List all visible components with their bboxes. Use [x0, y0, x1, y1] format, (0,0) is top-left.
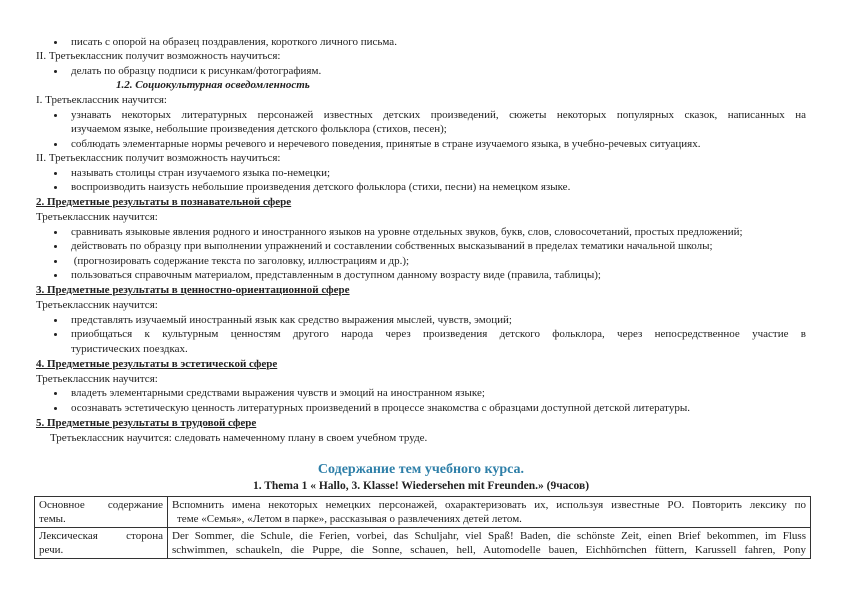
paragraph: Третьеклассник научится: [36, 299, 158, 311]
section-heading: 2. Предметные результаты в познавательной сфере [36, 196, 292, 208]
list-item-text: действовать по образцу при выполнении упражнений и составлении собственных высказываний в пределах тематики начальной школы; [71, 240, 713, 252]
list-item-text: осознавать эстетическую ценность литературных произведений в процессе знакомства с образцами доступной детской литературы. [71, 402, 690, 414]
label-line: речи. [39, 544, 64, 556]
paragraph: II. Третьеклассник получит возможность научиться: [36, 50, 281, 62]
cell-line: теме «Семья», «Летом в парке», рассказывая о развлечениях детей летом. [177, 513, 522, 525]
paragraph: Третьеклассник научится: [36, 211, 158, 223]
cell-line: Вспомнить имена некоторых немецких персонажей, охарактеризовать их, используя известные РО. Повторить лексику по [172, 499, 806, 511]
list-item-continuation: туристических поездках. [71, 343, 188, 355]
list-item-text: называть столицы стран изучаемого языка по-немецки; [71, 167, 331, 179]
list-item-text: сравнивать языковые явления родного и иностранного языков на уровне отдельных звуков, букв, слов, словосочетаний, простых предложений; [71, 226, 743, 238]
label-line: Основное содержание [39, 499, 163, 511]
section-heading: 3. Предметные результаты в ценностно-ориентационной сфере [36, 284, 350, 296]
list-item-text: представлять изучаемый иностранный язык как средство выражения мыслей, чувств, эмоций; [71, 314, 512, 326]
table-cell-text [168, 497, 811, 528]
table-cell-text [168, 528, 811, 559]
list-item-text: воспроизводить наизусть небольшие произведения детского фольклора (стихи, песни) на немецком языке. [71, 181, 571, 193]
cell-line: Der Sommer, die Schule, die Ferien, vorbei, das Schuljahr, viel Spaß! Baden, die schönste Zeit, einen Brief bekommen, im Fluss [172, 530, 806, 542]
list-item-text: соблюдать элементарные нормы речевого и неречевого поведения, принятые в стране изучаемого языка, в учебно-речевых ситуациях. [71, 138, 701, 150]
list-item-text: (прогнозировать содержание текста по заголовку, иллюстрациям и др.); [71, 255, 410, 267]
list-item-text: писать с опорой на образец поздравления, короткого личного письма. [71, 36, 397, 48]
theme-title: 1. Thema 1 « Hallo, 3. Klasse! Wiedersehen mit Freunden.» (9часов) [252, 480, 590, 492]
paragraph: I. Третьеклассник научится: [36, 94, 167, 106]
list-item-text: приобщаться к культурным ценностям другого народа через произведения детского фольклора, через непосредственное участие в [71, 328, 806, 340]
table-row [35, 497, 811, 528]
list-item-text: владеть элементарными средствами выражения чувств и эмоций на иностранном языке; [71, 387, 485, 399]
theme-content-table [34, 496, 811, 559]
table-cell-label [35, 528, 168, 559]
table-cell-label [35, 497, 168, 528]
list-item-text: делать по образцу подписи к рисункам/фотографиям. [71, 65, 322, 77]
paragraph: Третьеклассник научится: [36, 373, 158, 385]
list-item-text: пользоваться справочным материалом, представленным в доступном данному возрасту виде (правила, таблицы); [71, 269, 601, 281]
section-heading: 5. Предметные результаты в трудовой сфере [36, 417, 257, 429]
table-row [35, 528, 811, 559]
paragraph: Третьеклассник научится: следовать намеченному плану в своем учебном труде. [50, 432, 428, 444]
label-line: Лексическая сторона [39, 530, 163, 542]
section-subheading: 1.2. Социокультурная осведомленность [116, 79, 310, 91]
section-heading: 4. Предметные результаты в эстетической сфере [36, 358, 278, 370]
paragraph: II. Третьеклассник получит возможность научиться: [36, 152, 281, 164]
content-title: Содержание тем учебного курса. [317, 462, 525, 477]
cell-line: schwimmen, schaukeln, die Puppe, die Sonne, schauen, hell, Automodelle bauen, Eichhörnchen füttern, Karussell fahren, Pony [172, 544, 806, 556]
list-item-continuation: изучаемом языке, небольшие произведения детского фольклора (стихов, песен); [71, 123, 447, 135]
list-item-text: узнавать некоторых литературных персонажей известных детских произведений, сюжеты некоторых популярных сказок, написанных на [71, 109, 806, 121]
label-line: темы. [39, 513, 66, 525]
